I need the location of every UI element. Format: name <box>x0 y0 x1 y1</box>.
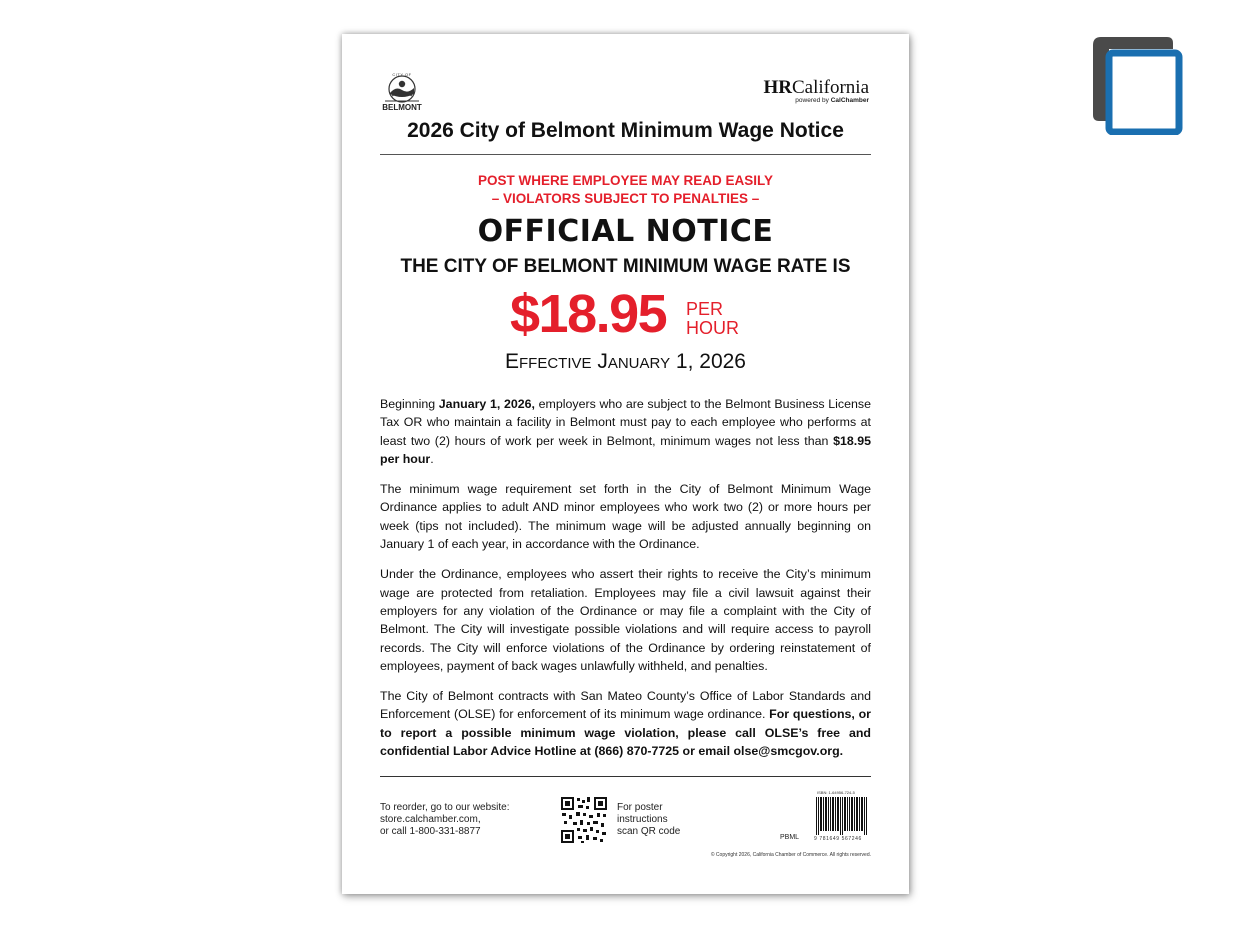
paragraph-1 <box>380 395 871 468</box>
p1-text-c: employers who are subject to the Belmont Business License Tax OR who maintain a facility in Belmont must pay to each employee who performs at least two (2) hours of work per week in Belmont, minimum wages not less than <box>380 397 871 448</box>
notice-body <box>380 395 871 772</box>
reorder-line2: store.calchamber.com, <box>380 814 481 825</box>
p1-wage: $18.95 per hour <box>380 433 871 466</box>
effective-date: Effective January 1, 2026 <box>505 350 746 373</box>
barcode-number: 9 781649 567246 <box>814 836 862 842</box>
reorder-line1: To reorder, go to our website: <box>380 802 510 813</box>
qr-line2: instructions <box>617 814 668 825</box>
reorder-line3: or call 1-800-331-8877 <box>380 826 481 837</box>
wage-amount: $18.95 <box>510 284 667 344</box>
isbn-text: ISBN: 1-64956-724-5 <box>817 790 855 795</box>
paragraph-4 <box>380 687 871 760</box>
qr-code-icon <box>560 796 608 844</box>
belmont-seal-icon <box>380 72 424 112</box>
brand-hr: HR <box>763 77 792 98</box>
title-divider <box>380 154 871 155</box>
rate-heading: THE CITY OF BELMONT MINIMUM WAGE RATE IS <box>400 256 851 277</box>
seal-city-text: CITY OF <box>392 72 412 77</box>
qr-line3: scan QR code <box>617 826 681 837</box>
barcode-icon <box>816 797 869 835</box>
per-hour-label <box>686 300 739 338</box>
p4-text-a: The City of Belmont contracts with San Mateo County’s Office of Labor Standards and Enforcement (OLSE) for enforcement of its minimum wage ordinance. <box>380 689 871 722</box>
pbml-code: PBML <box>780 834 800 841</box>
official-notice-heading: OFFICIAL NOTICE <box>477 214 774 249</box>
paragraph-3: Under the Ordinance, employees who assert their rights to receive the City’s minimum wage are protected from retaliation. Employees may file a civil lawsuit against their employers for any violation of the Ordinance or may file a complaint with the City of Belmont. The City will investigate possible violations and will require access to payroll records. The City will enforce violations of the Ordinance by ordering reinstatement of employees, payment of back wages unlawfully withheld, and penalties. <box>380 567 871 673</box>
p1-date: January 1, 2026, <box>438 397 535 411</box>
copyright-text: © Copyright 2026, California Chamber of Commerce. All rights reserved. <box>710 852 871 858</box>
qr-line1: For poster <box>617 802 663 813</box>
brand-calchamber: CalChamber <box>830 97 869 104</box>
reorder-info <box>380 802 510 838</box>
p4-contact: For questions, or to report a possible minimum wage violation, please call OLSE’s free and confidential Labor Advice Hotline at (866) 870-7725 or email olse@smcgov.org. <box>380 707 871 759</box>
seal-name-text: BELMONT <box>382 103 422 112</box>
footer-divider <box>380 776 871 777</box>
paragraph-2: The minimum wage requirement set forth in the City of Belmont Minimum Wage Ordinance applies to adult AND minor employees who work two (2) or more hours per week (tips not included). The minimum wage will be adjusted annually beginning on January 1 of each year, in accordance with the Ordinance. <box>380 482 871 552</box>
poster-title: 2026 City of Belmont Minimum Wage Notice <box>407 119 844 142</box>
brand-california: California <box>791 77 869 98</box>
copy-pages-icon[interactable] <box>1093 37 1183 135</box>
brand-powered: powered by <box>795 97 831 104</box>
hr-california-logo <box>763 78 869 104</box>
qr-instructions <box>617 802 680 838</box>
hour-text: HOUR <box>686 318 739 338</box>
post-instruction-line2: – VIOLATORS SUBJECT TO PENALTIES – <box>491 191 760 206</box>
p1-text-e: . <box>430 451 434 466</box>
minimum-wage-poster <box>342 34 909 894</box>
post-instruction-line1: POST WHERE EMPLOYEE MAY READ EASILY <box>477 173 774 188</box>
per-text: PER <box>686 299 724 319</box>
p1-text-a: Beginning <box>380 397 439 411</box>
